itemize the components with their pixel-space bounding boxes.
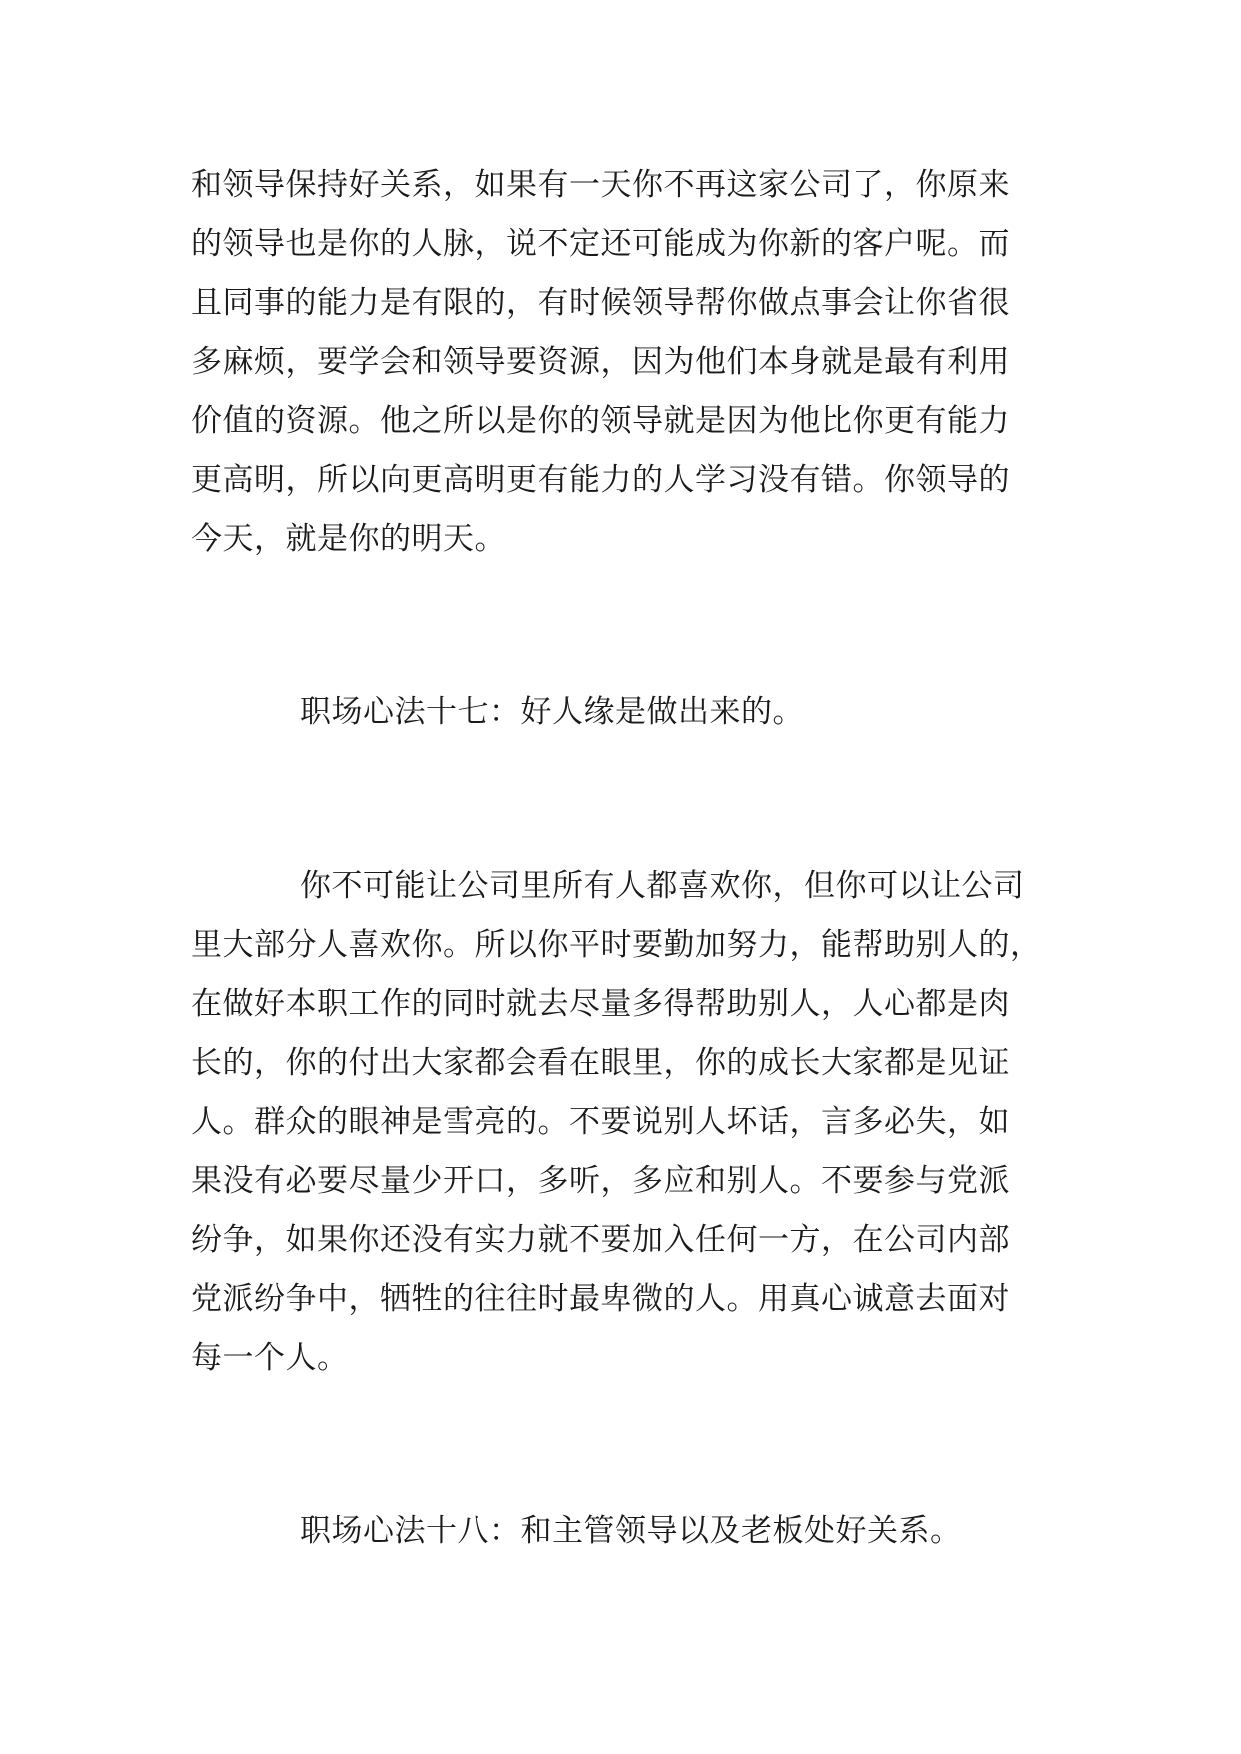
- paragraph-1-line-3: 且同事的能力是有限的，有时候领导帮你做点事会让你省很: [191, 285, 1010, 321]
- paragraph-2-line-3: 在做好本职工作的同时就去尽量多得帮助别人，人心都是肉: [191, 986, 1010, 1022]
- paragraph-1-line-2: 的领导也是你的人脉，说不定还可能成为你新的客户呢。而: [191, 226, 1010, 262]
- paragraph-1-line-6: 更高明，所以向更高明更有能力的人学习没有错。你领导的: [191, 462, 1010, 498]
- paragraph-2-line-4: 长的，你的付出大家都会看在眼里，你的成长大家都是见证: [191, 1045, 1010, 1081]
- paragraph-1-line-5: 价值的资源。他之所以是你的领导就是因为他比你更有能力: [191, 403, 1010, 439]
- paragraph-2-line-5: 人。群众的眼神是雪亮的。不要说别人坏话，言多必失，如: [191, 1104, 1010, 1140]
- paragraph-2-line-8: 党派纷争中，牺牲的往往时最卑微的人。用真心诚意去面对: [191, 1281, 1010, 1317]
- paragraph-2-line-6: 果没有必要尽量少开口，多听，多应和别人。不要参与党派: [191, 1163, 1010, 1199]
- paragraph-2-line-2: 里大部分人喜欢你。所以你平时要勤加努力，能帮助别人的，: [191, 927, 1042, 963]
- paragraph-2-line-7: 纷争，如果你还没有实力就不要加入任何一方，在公司内部: [191, 1222, 1010, 1258]
- paragraph-2-line-9: 每一个人。: [191, 1340, 349, 1376]
- paragraph-1-line-1: 和领导保持好关系，如果有一天你不再这家公司了，你原来: [191, 167, 1010, 203]
- section-heading-17: 职场心法十七：好人缘是做出来的。: [300, 694, 804, 730]
- paragraph-1-line-7: 今天，就是你的明天。: [191, 521, 506, 557]
- section-heading-18: 职场心法十八：和主管领导以及老板处好关系。: [300, 1513, 962, 1549]
- paragraph-1-line-4: 多麻烦，要学会和领导要资源，因为他们本身就是最有利用: [191, 344, 1010, 380]
- paragraph-2-line-1: 你不可能让公司里所有人都喜欢你，但你可以让公司: [300, 868, 1025, 904]
